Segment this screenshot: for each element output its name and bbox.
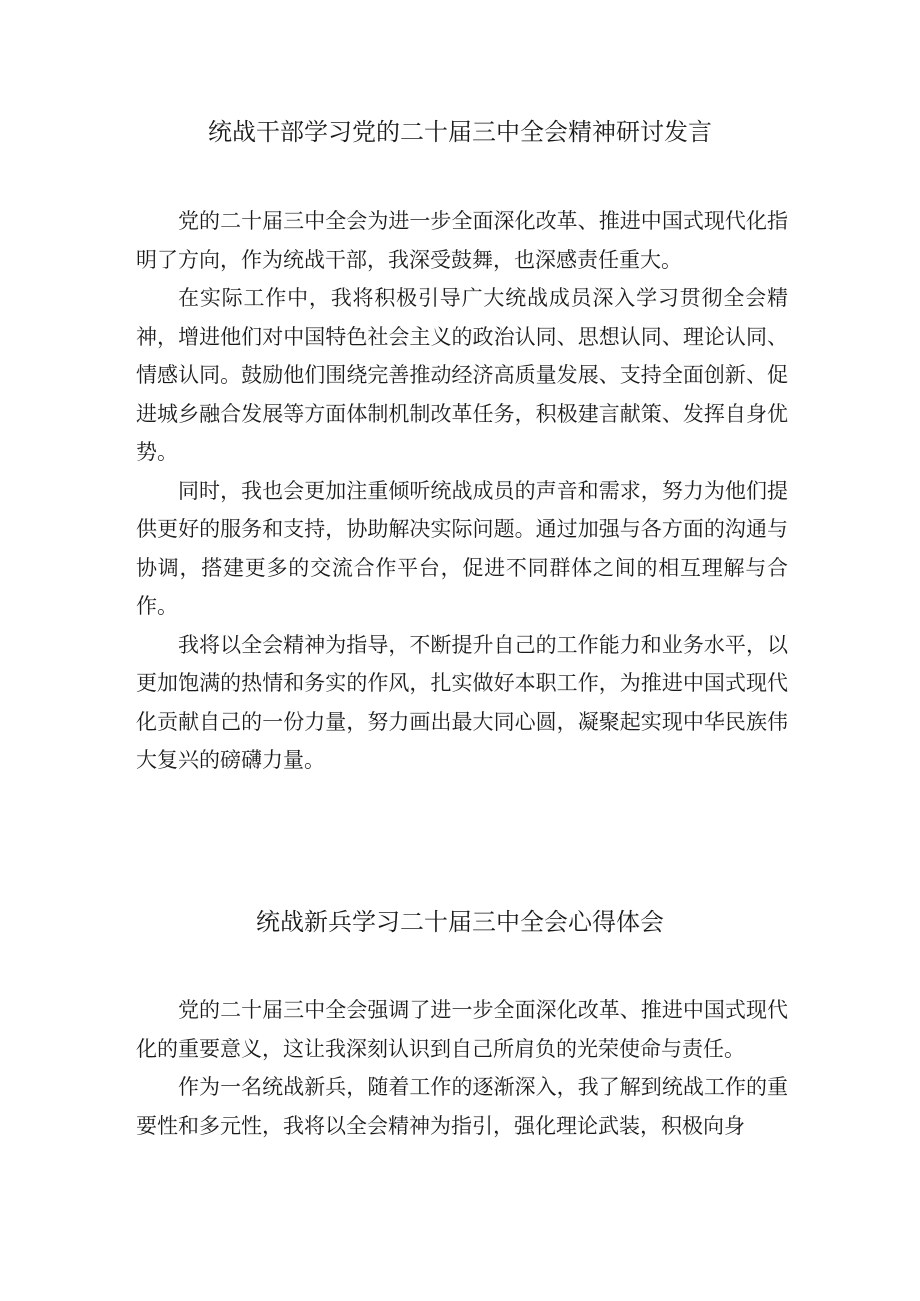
paragraph: 党的二十届三中全会强调了进一步全面深化改革、推进中国式现代化的重要意义，这让我深刻认识到自己所肩负的光荣使命与责任。: [136, 998, 788, 1061]
paragraph: 我将以全会精神为指导，不断提升自己的工作能力和业务水平，以更加饱满的热情和务实的作风，扎实做好本职工作，为推进中国式现代化贡献自己的一份力量，努力画出最大同心圆，凝聚起实现中华民族伟大复兴的磅礴力量。: [136, 632, 788, 772]
paragraph: 在实际工作中，我将积极引导广大统战成员深入学习贯彻全会精神，增进他们对中国特色社会主义的政治认同、思想认同、理论认同、情感认同。鼓励他们围绕完善推动经济高质量发展、支持全面创新、促进城乡融合发展等方面体制机制改革任务，积极建言献策、发挥自身优势。: [136, 286, 788, 464]
paragraph: 作为一名统战新兵，随着工作的逐渐深入，我了解到统战工作的重要性和多元性，我将以全会精神为指引，强化理论武装，积极向身: [136, 1075, 788, 1138]
section-title: 统战干部学习党的二十届三中全会精神研讨发言: [208, 118, 712, 146]
section-title: 统战新兵学习二十届三中全会心得体会: [256, 908, 664, 936]
paragraph: 党的二十届三中全会为进一步全面深化改革、推进中国式现代化指明了方向，作为统战干部，我深受鼓舞，也深感责任重大。: [136, 209, 788, 272]
paragraph: 同时，我也会更加注重倾听统战成员的声音和需求，努力为他们提供更好的服务和支持，协助解决实际问题。通过加强与各方面的沟通与协调，搭建更多的交流合作平台，促进不同群体之间的相互理解与合作。: [136, 478, 788, 618]
section-body: [136, 202, 788, 780]
section-body: [136, 991, 788, 1145]
